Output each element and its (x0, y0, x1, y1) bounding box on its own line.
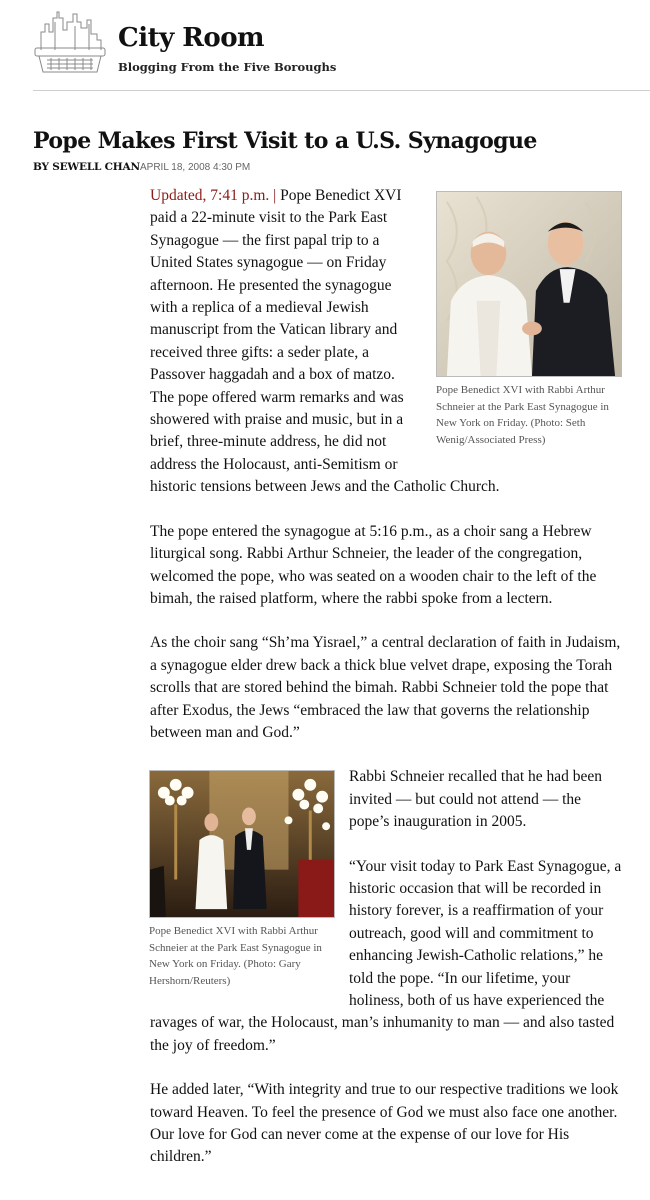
photo-pope-rabbi-synagogue[interactable] (149, 770, 335, 918)
paragraph-6: He added later, “With integrity and true to our respective traditions we look toward Heaven. To feel the presence of God we must also face one another. Our love for God can never come at the expense of our love for His children.” (150, 1081, 619, 1166)
blog-masthead (0, 0, 650, 92)
photo-figure-2 (149, 770, 335, 989)
blog-title[interactable]: City Room (118, 23, 265, 53)
city-skyline-typewriter-icon[interactable] (33, 10, 107, 78)
paragraph-5: “Your visit today to Park East Synagogue, a historic occasion that will be recorded in history forever, is a reaffirmation of your outreach, good will and commitment to enhancing Jewish-Catholic relations,” he told the pope. “In our lifetime, your holiness, both of us have experienced the ravages of war, the Holocaust, man’s inhumanity to man — and also tasted the joy of freedom.” (150, 857, 622, 1054)
paragraph-4: Rabbi Schneier recalled that he had been invited — but could not attend — the pope’s inauguration in 2005. (349, 768, 603, 831)
paragraph-2: The pope entered the synagogue at 5:16 p.m., as a choir sang a Hebrew liturgical song. Rabbi Arthur Schneier, the leader of the congregation, welcomed the pope, who was seated on a wooden chair to the left of the bimah, the raised platform, where the rabbi spoke from a lectern. (150, 522, 597, 607)
article-byline: BY SEWELL CHAN (33, 161, 140, 173)
masthead-divider (33, 90, 650, 91)
blog-tagline: Blogging From the Five Boroughs (118, 60, 337, 74)
photo-caption-2: Pope Benedict XVI with Rabbi Arthur Schneier at the Park East Synagogue in New York on Friday. (Photo: Gary Hershorn/Reuters) (149, 925, 322, 987)
update-label: Updated, 7:41 p.m. | (150, 187, 277, 204)
paragraph-1-text: Pope Benedict XVI paid a 22-minute visit to the Park East Synagogue — the first papal trip to a United States synagogue — on Friday afternoon. He presented the synagogue with a replica of a medieval Jewish manuscript from the Vatican library and received three gifts: a seder plate, a Passover haggadah and a box of matzo. The pope offered warm remarks and was showered with praise and music, but in a brief, three-minute address, he did not address the Holocaust, anti-Semitism or historic tensions between Jews and the Catholic Church. (150, 187, 500, 496)
photo-figure-1 (436, 191, 622, 448)
photo-caption-1: Pope Benedict XVI with Rabbi Arthur Schneier at the Park East Synagogue in New York on Friday. (Photo: Seth Wenig/Associated Press) (436, 384, 609, 446)
article-date: APRIL 18, 2008 4:30 PM (140, 162, 251, 173)
photo-pope-rabbi-handshake[interactable] (436, 191, 622, 377)
article-headline[interactable]: Pope Makes First Visit to a U.S. Synagogue (33, 128, 537, 154)
paragraph-3: As the choir sang “Sh’ma Yisrael,” a central declaration of faith in Judaism, a synagogue elder drew back a thick blue velvet drape, exposing the Torah scrolls that are stored behind the bimah. Rabbi Schneier told the pope that after Exodus, the Jews “embraced the law that governs the relationship between man and God.” (150, 634, 621, 741)
article-body (150, 185, 622, 1191)
